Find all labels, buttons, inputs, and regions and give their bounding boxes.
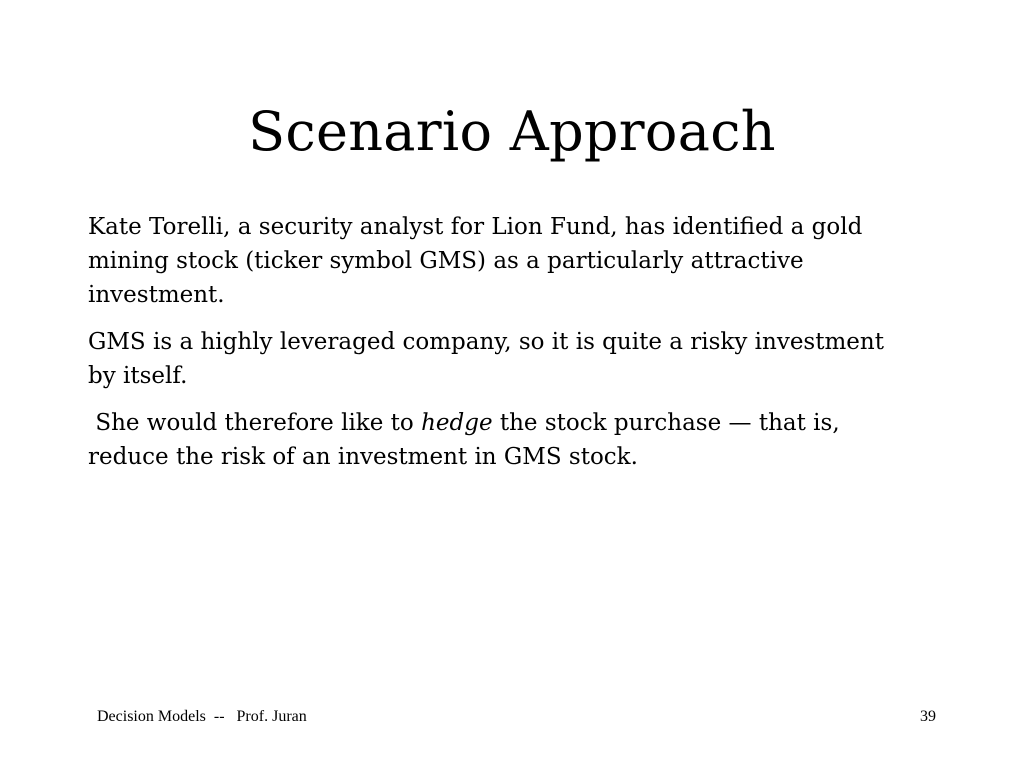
paragraph-hedge-after: the stock purchase — that is, reduce the risk of an investment in GMS stock. bbox=[88, 410, 840, 470]
slide-body bbox=[88, 210, 908, 487]
footer-page-number: 39 bbox=[920, 708, 936, 725]
paragraph-intro: Kate Torelli, a security analyst for Lion Fund, has identified a gold mining stock (ticker symbol GMS) as a particularly attractive investment. bbox=[88, 214, 863, 308]
slide-title: Scenario Approach bbox=[248, 100, 776, 163]
paragraph-hedge-before: She would therefore like to bbox=[88, 410, 422, 436]
hedge-emphasis: hedge bbox=[421, 410, 493, 436]
footer-course-label: Decision Models -- Prof. Juran bbox=[97, 708, 307, 725]
paragraph-hedge bbox=[88, 406, 908, 474]
paragraph-risk: GMS is a highly leveraged company, so it is quite a risky investment by itself. bbox=[88, 329, 884, 389]
